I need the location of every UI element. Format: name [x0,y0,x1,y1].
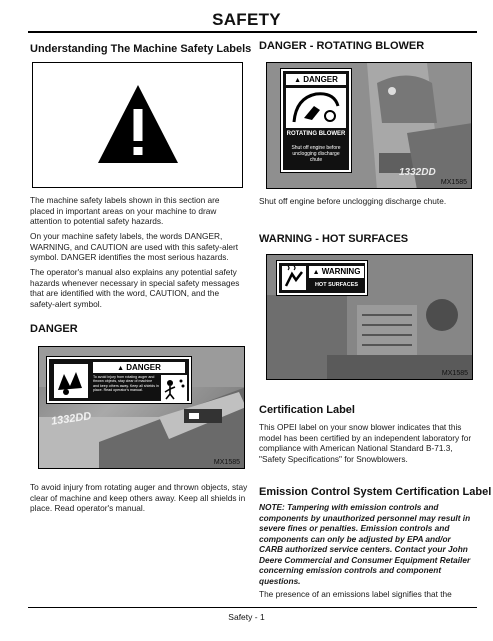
figure-code: MX1585 [213,459,240,466]
section-heading-certification-label: Certification Label [259,404,355,416]
figure-code: MX1585 [441,370,468,377]
note-emission-tampering: NOTE: Tampering with emission controls and components by unauthorized personnel may result in severe fines or penalties. Emission controls and components can only be adjusted by EPA and/or CARB authorized service centers. Contact your John Deere Commercial and Consumer Equipment Retailer concerning emission controls and component questions. [259,502,471,586]
label-danger-banner [93,362,185,373]
paragraph-operators-manual: The operator's manual also explains any potential safety hazards whenever necessary in special safety messages that are identified with the word, CAUTION, and the safety-alert symbol. [30,267,240,309]
section-heading-hot-surfaces: WARNING - HOT SURFACES [259,233,409,245]
paragraph-rotating-blower: Shut off engine before unclogging discharge chute. [259,196,447,206]
label-hot-surfaces-title: HOT SURFACES [314,282,359,288]
label-banner-text: DANGER [126,363,161,372]
label-banner-text: WARNING [321,267,361,276]
paragraph-labels-placement: The machine safety labels shown in this section are placed in important areas on your machine to draw attention to potential safety hazards. [30,195,220,226]
hot-surface-hand-pictogram-icon [282,266,306,290]
section-heading-rotating-blower: DANGER - ROTATING BLOWER [259,40,425,52]
model-decal: 1332DD [399,167,436,178]
section-heading-emission-label: Emission Control System Certification Label [259,486,492,498]
label-banner-text: DANGER [303,75,338,84]
paragraph-danger-auger: To avoid injury from rotating auger and thrown objects, stay clear of machine and keep others away. Keep all shields in place. Read operator's manual. [30,482,248,513]
section-heading-danger: DANGER [30,323,78,335]
warning-triangle-icon: ▲ [294,77,302,84]
model-decal: 1332DD [50,410,92,428]
warning-triangle-icon: ▲ [117,365,125,372]
danger-auger-figure [38,346,245,469]
danger-auger-label [47,357,191,403]
label-rotating-blower-title: ROTATING BLOWER [286,131,346,137]
hot-surfaces-figure [266,254,473,380]
label-auger-text: To avoid injury from rotating auger and thrown objects, stay clear of machine and keep others away. Keep all shields in place. Read operator's manual. [93,375,159,392]
rotating-blower-label [281,69,351,172]
hand-auger-pictogram-icon [54,364,88,398]
thrown-objects-pictogram-icon [161,375,187,401]
label-shutoff-text: Shut off engine before unclogging discharge chute [291,145,341,163]
paragraph-certification: This OPEI label on your snow blower indicates that this model has been certified by an independent laboratory for compliance with American National Standard B-71.3, "Safety Specifications" for Snowblowers. [259,422,472,464]
label-danger-banner [286,74,346,85]
paragraph-emission-presence: The presence of an emissions label signifies that the [259,589,452,599]
hot-surfaces-label [277,261,367,295]
figure-code: MX1585 [440,179,467,186]
label-warning-banner [309,266,364,278]
paragraph-signal-words: On your machine safety labels, the words DANGER, WARNING, and CAUTION are used with this safety-alert symbol. DANGER identifies the most serious hazards. [30,231,239,262]
title-rule [28,31,477,33]
safety-alert-figure [32,62,243,188]
page-footer: Safety - 1 [228,612,265,622]
page-title: SAFETY [212,10,281,29]
chute-hand-pictogram-icon [286,88,346,128]
warning-triangle-icon: ▲ [312,269,320,276]
section-heading-safety-labels: Understanding The Machine Safety Labels [30,43,252,55]
footer-rule [28,607,477,608]
safety-alert-triangle-icon [33,63,243,188]
rotating-blower-figure [266,62,472,189]
